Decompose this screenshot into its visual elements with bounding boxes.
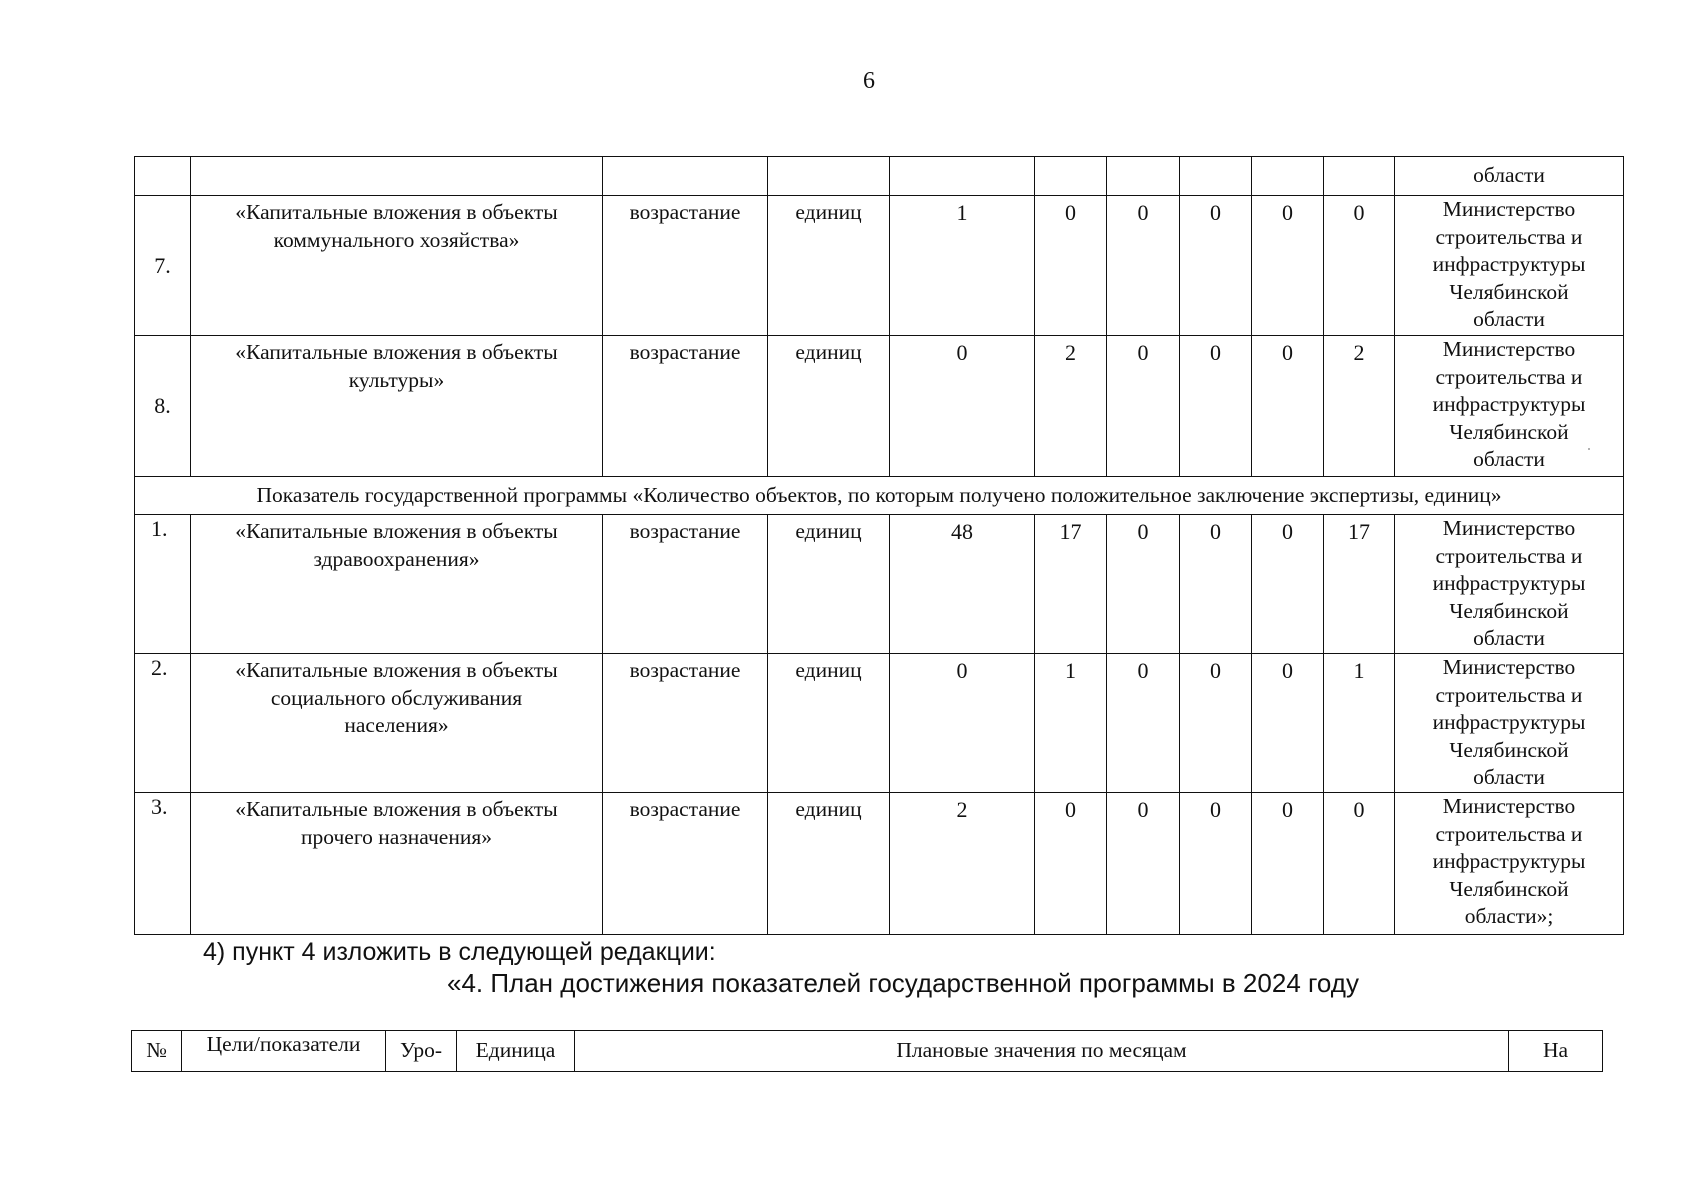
continuation-row [135,157,1624,196]
responsible-line: области [1473,447,1545,471]
value-cell: 0 [1252,654,1324,793]
responsible-line: Министерство [1442,516,1576,540]
responsible-cell [1395,793,1624,935]
indicator-name [191,196,603,336]
value-cell: 0 [1035,196,1107,336]
indicators-table [134,156,1624,935]
trend-cell: возрастание [603,654,768,793]
indicator-name-line: культуры» [348,367,445,392]
unit-cell: единиц [768,336,890,477]
cell-empty [1324,157,1395,196]
row-number: 8. [135,336,191,477]
section-row [135,477,1624,515]
responsible-line: инфраструктуры [1432,252,1586,276]
trend-cell: возрастание [603,336,768,477]
responsible-line: строительства и [1435,682,1583,707]
value-cell: 0 [1252,515,1324,654]
value-cell: 1 [1035,654,1107,793]
value-cell: 2 [890,793,1035,935]
table-row [135,793,1624,935]
responsible-cell [1395,336,1624,477]
responsible-line: инфраструктуры [1432,849,1586,873]
trend-cell: возрастание [603,196,768,336]
responsible-line: инфраструктуры [1432,571,1586,595]
responsible-line: строительства и [1435,364,1583,389]
responsible-line: Министерство [1442,197,1576,221]
value-cell: 0 [1180,336,1252,477]
indicator-name-line: «Капитальные вложения в объекты [235,200,558,224]
row-number: 1. [135,515,191,654]
responsible-line: Челябинской [1449,279,1569,304]
responsible-cell [1395,196,1624,336]
table-row [135,336,1624,477]
indicator-name-line: социального обслуживания [270,685,523,710]
value-cell: 0 [1107,336,1180,477]
cell-empty [603,157,768,196]
cell-empty [1107,157,1180,196]
responsible-line: Министерство [1442,794,1576,818]
cell-empty [1035,157,1107,196]
value-cell: 0 [1324,793,1395,935]
table-row [135,515,1624,654]
responsible-line: строительства и [1435,224,1583,249]
cell-empty [890,157,1035,196]
value-cell: 0 [1180,793,1252,935]
responsible-line: области [1473,307,1545,331]
value-cell: 0 [1252,793,1324,935]
value-cell: 0 [890,654,1035,793]
indicator-name-line: «Капитальные вложения в объекты [235,340,558,364]
responsible-cell [1395,515,1624,654]
table-row [135,196,1624,336]
value-cell: 0 [1180,196,1252,336]
unit-cell: единиц [768,196,890,336]
row-number: 2. [135,654,191,793]
responsible-line: Челябинской [1449,876,1569,901]
indicator-name-line: «Капитальные вложения в объекты [235,797,558,821]
value-cell: 0 [1180,515,1252,654]
responsible-line: области [1473,765,1545,789]
value-cell: 0 [890,336,1035,477]
value-cell: 0 [1035,793,1107,935]
cell-empty [191,157,603,196]
cell-empty [1180,157,1252,196]
scan-dot [1588,448,1590,450]
responsible-cell: области [1395,157,1624,196]
responsible-line: области»; [1464,904,1554,928]
responsible-line: Челябинской [1449,419,1569,444]
value-cell: 2 [1035,336,1107,477]
header-monthly: Плановые значения по месяцам [575,1031,1509,1072]
cell-empty [768,157,890,196]
indicator-name [191,654,603,793]
responsible-line: Министерство [1442,655,1576,679]
value-cell: 0 [1252,196,1324,336]
cell-empty [135,157,191,196]
row-number: 3. [135,793,191,935]
indicator-name-line: «Капитальные вложения в объекты [235,519,558,543]
header-num: № [132,1031,182,1072]
responsible-line: Челябинской [1449,598,1569,623]
responsible-line: инфраструктуры [1432,392,1586,416]
page-number: 6 [863,68,875,94]
table-row [135,654,1624,793]
plan-table-header-row [132,1031,1603,1072]
responsible-cell [1395,654,1624,793]
indicator-name-line: коммунального хозяйства» [273,227,520,252]
value-cell: 0 [1252,336,1324,477]
value-cell: 17 [1035,515,1107,654]
value-cell: 0 [1107,515,1180,654]
value-cell: 0 [1107,793,1180,935]
header-goals: Цели/показатели [182,1031,386,1072]
responsible-line: строительства и [1435,821,1583,846]
indicator-name-line: «Капитальные вложения в объекты [235,658,558,682]
unit-cell: единиц [768,515,890,654]
cell-empty [1252,157,1324,196]
value-cell: 17 [1324,515,1395,654]
responsible-line: Челябинской [1449,737,1569,762]
section-title: Показатель государственной программы «Количество объектов, по которым получено положительное заключение экспертизы, единиц» [135,477,1624,515]
section-heading: «4. План достижения показателей государственной программы в 2024 году [447,968,1359,998]
value-cell: 0 [1107,196,1180,336]
unit-cell: единиц [768,793,890,935]
header-level: Уро- [386,1031,457,1072]
plan-table [131,1030,1603,1072]
responsible-line: области [1473,626,1545,650]
indicator-name [191,336,603,477]
row-number: 7. [135,196,191,336]
value-cell: 0 [1180,654,1252,793]
instruction-text: 4) пункт 4 изложить в следующей редакции: [203,938,716,966]
responsible-line: инфраструктуры [1432,710,1586,734]
trend-cell: возрастание [603,515,768,654]
indicator-name [191,515,603,654]
responsible-line: Министерство [1442,337,1576,361]
value-cell: 0 [1324,196,1395,336]
value-cell: 1 [1324,654,1395,793]
indicator-name [191,793,603,935]
value-cell: 48 [890,515,1035,654]
value-cell: 2 [1324,336,1395,477]
value-cell: 1 [890,196,1035,336]
header-unit: Единица [457,1031,575,1072]
indicator-name-line: прочего назначения» [301,824,492,849]
unit-cell: единиц [768,654,890,793]
value-cell: 0 [1107,654,1180,793]
indicator-name-line: здравоохранения» [313,546,480,571]
responsible-line: строительства и [1435,543,1583,568]
trend-cell: возрастание [603,793,768,935]
indicator-name-line: населения» [344,713,449,737]
header-end: На [1509,1031,1603,1072]
